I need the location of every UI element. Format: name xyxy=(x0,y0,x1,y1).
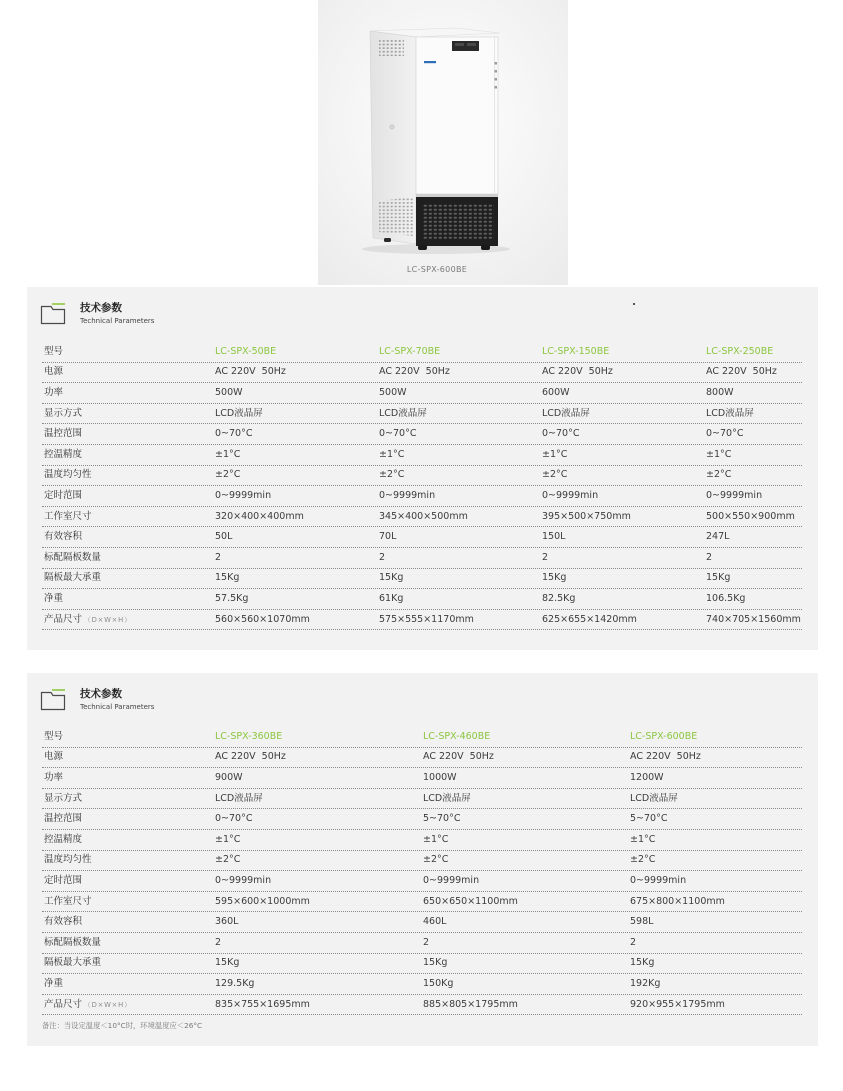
folder-icon xyxy=(40,688,66,711)
row-value: 129.5Kg xyxy=(215,977,255,989)
row-value: 0~70°C xyxy=(542,428,580,440)
table-row xyxy=(42,466,802,487)
row-value: 1000W xyxy=(423,771,457,783)
row-label: 有效容积 xyxy=(44,916,83,928)
row-value: 598L xyxy=(630,916,654,928)
row-value: 500×550×900mm xyxy=(706,510,795,522)
model-name: LC-SPX-250BE xyxy=(706,345,774,357)
row-value: ±2°C xyxy=(706,469,732,481)
header-label: 型号 xyxy=(44,730,64,742)
row-value: ±2°C xyxy=(423,854,449,866)
row-label: 净重 xyxy=(44,592,64,604)
row-label: 功率 xyxy=(44,771,64,783)
row-value: 460L xyxy=(423,916,447,928)
row-value: 15Kg xyxy=(215,957,240,969)
row-value: 2 xyxy=(423,936,430,948)
table-row xyxy=(42,748,802,769)
row-value: AC 220V 50Hz xyxy=(706,366,777,378)
row-label: 温度均匀性 xyxy=(44,854,92,866)
row-value: ±2°C xyxy=(379,469,405,481)
row-label: 控温精度 xyxy=(44,448,83,460)
row-value: ±2°C xyxy=(542,469,568,481)
row-value: 192Kg xyxy=(630,977,661,989)
row-value: LCD液晶屏 xyxy=(630,792,678,804)
row-value: 15Kg xyxy=(379,572,404,584)
product-caption: LC-SPX-600BE xyxy=(406,265,468,274)
row-label: 标配隔板数量 xyxy=(44,551,102,563)
row-label: 功率 xyxy=(44,386,64,398)
row-value: 15Kg xyxy=(215,572,240,584)
table-row xyxy=(42,569,802,590)
table-row xyxy=(42,383,802,404)
row-value: ±1°C xyxy=(542,448,568,460)
row-value: 835×755×1695mm xyxy=(215,998,310,1010)
row-value: 150Kg xyxy=(423,977,454,989)
row-value: ±1°C xyxy=(379,448,405,460)
row-label: 工作室尺寸 xyxy=(44,895,92,907)
row-value: 2 xyxy=(706,551,713,563)
technical-parameters-panel xyxy=(27,287,818,650)
row-value: 600W xyxy=(542,386,570,398)
row-value: 0~70°C xyxy=(215,813,253,825)
row-value: 82.5Kg xyxy=(542,592,576,604)
row-value: 675×800×1100mm xyxy=(630,895,725,907)
row-label: 电源 xyxy=(44,366,64,378)
row-value: 0~70°C xyxy=(215,428,253,440)
table-row xyxy=(42,527,802,548)
model-name: LC-SPX-50BE xyxy=(215,345,277,357)
row-value: AC 220V 50Hz xyxy=(215,366,286,378)
table-row xyxy=(42,974,802,995)
row-value: 15Kg xyxy=(423,957,448,969)
row-label: 定时范围 xyxy=(44,489,83,501)
row-value: 360L xyxy=(215,916,239,928)
table-row xyxy=(42,363,802,384)
row-value: 150L xyxy=(542,531,566,543)
row-label xyxy=(42,999,215,1011)
row-value: ±2°C xyxy=(630,854,656,866)
table-row xyxy=(42,589,802,610)
row-value: 920×955×1795mm xyxy=(630,998,725,1010)
row-value: 900W xyxy=(215,771,243,783)
row-value: 740×705×1560mm xyxy=(706,613,801,625)
model-name: LC-SPX-360BE xyxy=(215,730,283,742)
row-value: AC 220V 50Hz xyxy=(379,366,450,378)
incubator-cabinet-image xyxy=(318,0,568,285)
row-value: LCD液晶屏 xyxy=(379,407,427,419)
stray-dot xyxy=(633,303,635,305)
table-row xyxy=(42,809,802,830)
row-value: 2 xyxy=(215,551,222,563)
row-value: 70L xyxy=(379,531,397,543)
row-value: 885×805×1795mm xyxy=(423,998,518,1010)
table-row xyxy=(42,892,802,913)
row-value: 2 xyxy=(215,936,222,948)
row-value: 500W xyxy=(215,386,243,398)
row-label: 有效容积 xyxy=(44,531,83,543)
row-value: 595×600×1000mm xyxy=(215,895,310,907)
row-value: 61Kg xyxy=(379,592,404,604)
row-label: 标配隔板数量 xyxy=(44,936,102,948)
row-value: ±1°C xyxy=(215,833,241,845)
table-row xyxy=(42,830,802,851)
row-value: ±1°C xyxy=(215,448,241,460)
row-value: ±1°C xyxy=(706,448,732,460)
footnote: 备注：当设定温度＜10°C时，环境温度应＜26°C xyxy=(42,1021,203,1030)
row-value: LCD液晶屏 xyxy=(706,407,754,419)
table-row xyxy=(42,768,802,789)
row-value: ±1°C xyxy=(630,833,656,845)
row-value: 247L xyxy=(706,531,730,543)
row-label: 定时范围 xyxy=(44,874,83,886)
table-row xyxy=(42,933,802,954)
row-label: 工作室尺寸 xyxy=(44,510,92,522)
row-value: 1200W xyxy=(630,771,664,783)
table-row xyxy=(42,995,802,1016)
row-value: 500W xyxy=(379,386,407,398)
table-header-row xyxy=(42,727,802,748)
row-value: 106.5Kg xyxy=(706,592,746,604)
table-row xyxy=(42,424,802,445)
row-label: 控温精度 xyxy=(44,833,83,845)
row-label: 温度均匀性 xyxy=(44,469,92,481)
row-value: ±1°C xyxy=(423,833,449,845)
row-value: LCD液晶屏 xyxy=(215,407,263,419)
row-label-suffix: （D×W×H） xyxy=(84,615,132,624)
row-value: AC 220V 50Hz xyxy=(630,751,701,763)
spec-table xyxy=(42,342,802,630)
row-label-text: 产品尺寸 xyxy=(44,998,83,1010)
table-row xyxy=(42,507,802,528)
model-name: LC-SPX-150BE xyxy=(542,345,610,357)
row-value: AC 220V 50Hz xyxy=(423,751,494,763)
table-row xyxy=(42,954,802,975)
spec-table xyxy=(42,727,802,1015)
model-name: LC-SPX-600BE xyxy=(630,730,698,742)
row-value: 0~9999min xyxy=(630,874,687,886)
row-value: 650×650×1100mm xyxy=(423,895,518,907)
row-label: 净重 xyxy=(44,977,64,989)
row-value: 395×500×750mm xyxy=(542,510,631,522)
row-value: 15Kg xyxy=(706,572,731,584)
row-value: 15Kg xyxy=(542,572,567,584)
row-value: 800W xyxy=(706,386,734,398)
row-value: 57.5Kg xyxy=(215,592,249,604)
panel-title: 技术参数 xyxy=(80,688,122,700)
table-row xyxy=(42,445,802,466)
row-value: 320×400×400mm xyxy=(215,510,304,522)
table-row xyxy=(42,789,802,810)
row-value: 2 xyxy=(379,551,386,563)
row-value: 50L xyxy=(215,531,233,543)
row-label: 隔板最大承重 xyxy=(44,957,102,969)
header-label: 型号 xyxy=(44,345,64,357)
row-value: 0~9999min xyxy=(423,874,480,886)
folder-icon xyxy=(40,302,66,325)
table-row xyxy=(42,912,802,933)
table-row xyxy=(42,404,802,425)
row-label: 温控范围 xyxy=(44,428,83,440)
row-value: 2 xyxy=(542,551,549,563)
table-row xyxy=(42,610,802,631)
table-row xyxy=(42,851,802,872)
row-value: ±2°C xyxy=(215,854,241,866)
row-value: 0~9999min xyxy=(215,489,272,501)
model-name: LC-SPX-70BE xyxy=(379,345,441,357)
row-value: 0~9999min xyxy=(706,489,763,501)
row-value: 625×655×1420mm xyxy=(542,613,637,625)
row-value: AC 220V 50Hz xyxy=(542,366,613,378)
technical-parameters-panel xyxy=(27,673,818,1046)
row-value: 560×560×1070mm xyxy=(215,613,310,625)
row-label-suffix: （D×W×H） xyxy=(84,1000,132,1009)
row-value: ±2°C xyxy=(215,469,241,481)
row-value: 5~70°C xyxy=(630,813,668,825)
row-value: 0~70°C xyxy=(706,428,744,440)
table-row xyxy=(42,486,802,507)
row-value: 0~9999min xyxy=(379,489,436,501)
panel-title: 技术参数 xyxy=(80,302,122,314)
row-value: 15Kg xyxy=(630,957,655,969)
row-value: 575×555×1170mm xyxy=(379,613,474,625)
row-value: LCD液晶屏 xyxy=(542,407,590,419)
row-label: 温控范围 xyxy=(44,813,83,825)
row-value: LCD液晶屏 xyxy=(423,792,471,804)
row-value: AC 220V 50Hz xyxy=(215,751,286,763)
row-label-text: 产品尺寸 xyxy=(44,613,83,625)
table-row xyxy=(42,871,802,892)
panel-subtitle: Technical Parameters xyxy=(80,703,155,711)
row-value: 0~9999min xyxy=(542,489,599,501)
table-header-row xyxy=(42,342,802,363)
row-label: 显示方式 xyxy=(44,792,83,804)
panel-subtitle: Technical Parameters xyxy=(80,317,155,325)
row-label: 电源 xyxy=(44,751,64,763)
table-row xyxy=(42,548,802,569)
row-value: 0~9999min xyxy=(215,874,272,886)
row-value: 2 xyxy=(630,936,637,948)
row-label xyxy=(42,614,215,626)
row-label: 显示方式 xyxy=(44,407,83,419)
row-value: 345×400×500mm xyxy=(379,510,468,522)
row-value: 0~70°C xyxy=(379,428,417,440)
row-value: 5~70°C xyxy=(423,813,461,825)
model-name: LC-SPX-460BE xyxy=(423,730,491,742)
row-value: LCD液晶屏 xyxy=(215,792,263,804)
row-label: 隔板最大承重 xyxy=(44,572,102,584)
